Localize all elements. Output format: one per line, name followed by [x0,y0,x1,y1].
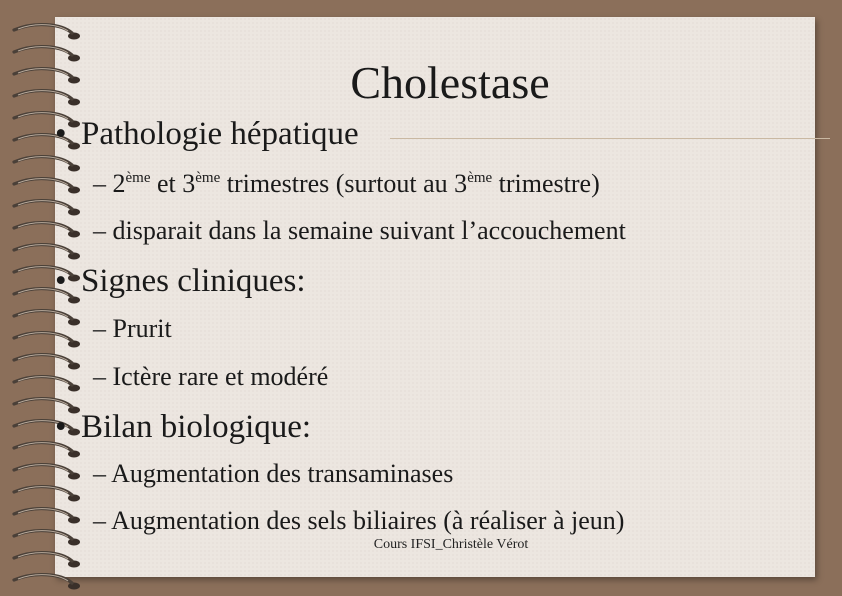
spiral-ring-icon [14,201,80,216]
sub-text: Augmentation des sels biliaires (à réaliser à jeun) [111,506,625,535]
bullet-dot: • [55,409,67,445]
sub-item-ictere [93,364,328,390]
sub-item-transaminases [93,461,453,487]
bullet-text: Pathologie hépatique [81,116,359,152]
spiral-ring-icon [14,575,80,590]
spiral-ring-icon [14,223,80,238]
title-underline [390,138,830,139]
sub-text: disparait dans la semaine suivant l’accouchement [112,216,626,245]
sub-item-disparait [93,218,626,244]
sub-dash: – [93,314,106,343]
spiral-ring-icon [14,311,80,326]
bullet-bilan [55,411,311,444]
spiral-ring-icon [14,69,80,84]
sub-text: 2ème et 3ème trimestres (surtout au 3ème trimestre) [112,169,600,198]
sub-dash: – [93,459,106,488]
spiral-ring-icon [14,377,80,392]
bullet-dot: • [55,263,67,299]
spiral-ring-icon [14,91,80,106]
slide-title: Cholestase [350,57,550,108]
bullet-pathologie [55,118,359,151]
spiral-ring-icon [14,47,80,62]
spiral-ring-icon [14,179,80,194]
spiral-ring-icon [14,509,80,524]
spiral-ring-icon [14,553,80,568]
sub-dash: – [93,506,106,535]
spiral-ring-icon [14,487,80,502]
spiral-ring-icon [14,355,80,370]
sub-dash: – [93,362,106,391]
sub-item-sels-biliaires [93,508,624,534]
sub-text: Augmentation des transaminases [111,459,454,488]
sub-text: Prurit [112,314,172,343]
sub-dash: – [93,216,106,245]
bullet-signes [55,265,306,298]
sub-item-prurit [93,316,172,342]
spiral-ring-icon [14,245,80,260]
spiral-ring-icon [14,465,80,480]
spiral-ring-icon [14,25,80,40]
spiral-ring-icon [14,157,80,172]
bullet-text: Signes cliniques: [81,263,306,299]
spiral-ring-icon [14,333,80,348]
sub-text: Ictère rare et modéré [112,362,329,391]
spiral-ring-icon [14,443,80,458]
footer-credit: Cours IFSI_Christèle Vérot [373,537,529,552]
sub-item-trimestres [93,171,600,197]
bullet-text: Bilan biologique: [81,409,312,445]
sub-dash: – [93,169,106,198]
bullet-dot: • [55,116,67,152]
